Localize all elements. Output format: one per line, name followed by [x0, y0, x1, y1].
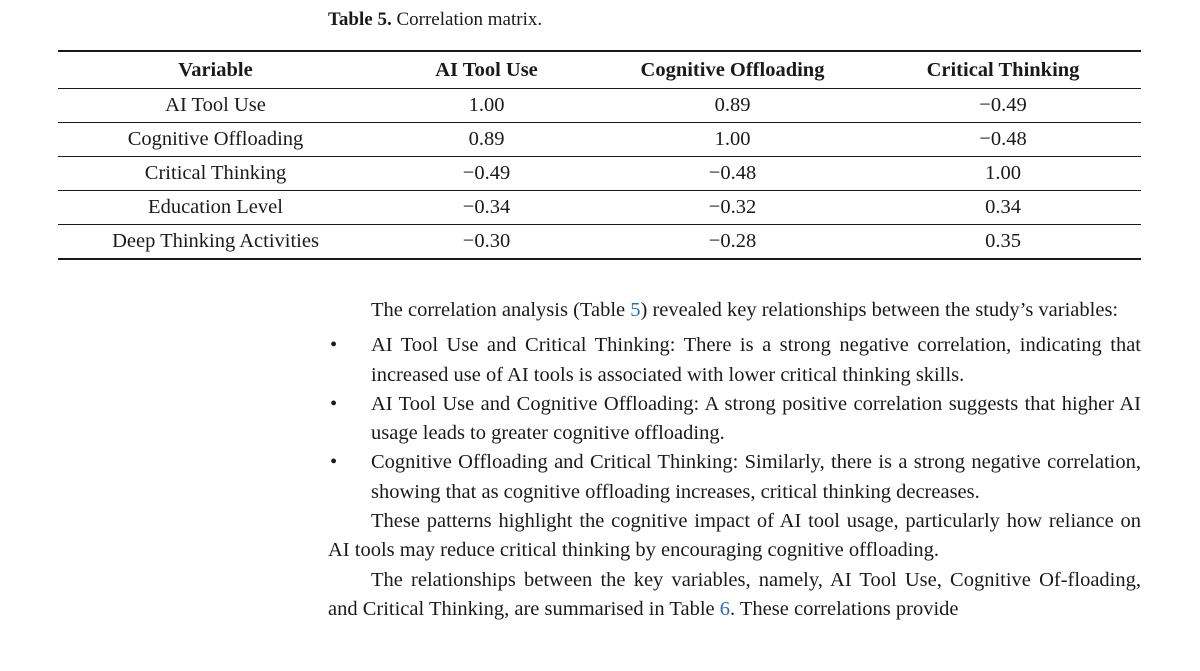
list-item — [328, 390, 1141, 449]
table-row — [58, 225, 1141, 260]
table-cell: Education Level — [148, 196, 283, 218]
list-item — [328, 448, 1141, 507]
list-item — [328, 331, 1141, 390]
table-cell: −0.32 — [708, 196, 757, 218]
table-cell: −0.48 — [708, 162, 757, 184]
table-cell: −0.48 — [979, 128, 1027, 150]
bullet-icon: • — [330, 451, 338, 474]
table-cell: AI Tool Use — [165, 94, 266, 116]
paragraph-intro-text: The correlation analysis (Table — [371, 299, 631, 321]
table-cell: 0.89 — [468, 128, 505, 150]
table-cell: −0.30 — [462, 230, 511, 252]
table-cell: 1.00 — [714, 128, 751, 150]
table-cell: −0.34 — [462, 196, 511, 218]
table-cell: 0.89 — [714, 94, 751, 116]
header-cognitive-offloading: Cognitive Offloading — [640, 58, 825, 81]
list-item-text: Cognitive Offloading and Critical Thinking: Similarly, there is a strong negative correlation, showing that as cognitive offloading increases, critical thinking decreases. — [371, 451, 1141, 503]
table-reference-link[interactable]: 6 — [719, 597, 731, 620]
paragraph-relationships — [328, 566, 1141, 625]
header-ai-tool-use: AI Tool Use — [435, 58, 538, 81]
table-cell: 1.00 — [985, 162, 1021, 184]
table-cell: −0.28 — [708, 230, 757, 252]
table-header-row — [58, 51, 1141, 89]
paragraph-intro — [328, 296, 1141, 325]
paragraph-relationships-text: The relationships between the key variables, namely, AI Tool Use, Cognitive Of-floading, and Critical Thinking, are summarised in Table — [328, 568, 1141, 620]
table-row — [58, 89, 1141, 123]
bullet-icon: • — [330, 392, 338, 415]
list-item-text: AI Tool Use and Cognitive Offloading: A strong positive correlation suggests that higher AI usage leads to greater cognitive offloading. — [371, 392, 1141, 445]
table-row — [58, 123, 1141, 157]
header-critical-thinking: Critical Thinking — [926, 58, 1080, 81]
paragraph-relationships-text-end: . These correlations provide — [730, 597, 959, 620]
table-cell: Critical Thinking — [144, 162, 287, 184]
table-reference-link[interactable]: 5 — [630, 299, 641, 321]
table-cell: 1.00 — [468, 94, 505, 116]
table-cell: Deep Thinking Activities — [112, 230, 319, 252]
table-cell: Cognitive Offloading — [127, 128, 304, 150]
findings-list — [328, 331, 1141, 507]
table-caption — [328, 8, 542, 32]
table-caption-label: Table 5. — [328, 9, 392, 30]
table-cell: 0.35 — [985, 230, 1021, 252]
paragraph-intro-text-end: ) revealed key relationships between the study’s variables: — [640, 299, 1119, 321]
paragraph-patterns: These patterns highlight the cognitive impact of AI tool usage, particularly how reliance on AI tools may reduce critical thinking by encouraging cognitive offloading. — [328, 510, 1141, 562]
correlation-table — [58, 50, 1141, 260]
table-cell: −0.49 — [979, 94, 1027, 116]
header-variable: Variable — [178, 58, 253, 81]
table-caption-text: Correlation matrix. — [396, 9, 543, 30]
table-row — [58, 157, 1141, 191]
bullet-icon: • — [330, 334, 338, 357]
list-item-text: AI Tool Use and Critical Thinking: There is a strong negative correlation, indicating that increased use of AI tools is associated with lower critical thinking skills. — [371, 334, 1141, 386]
body-text — [328, 296, 1141, 624]
table-cell: 0.34 — [985, 196, 1021, 218]
table-cell: −0.49 — [462, 162, 511, 184]
table-row — [58, 191, 1141, 225]
